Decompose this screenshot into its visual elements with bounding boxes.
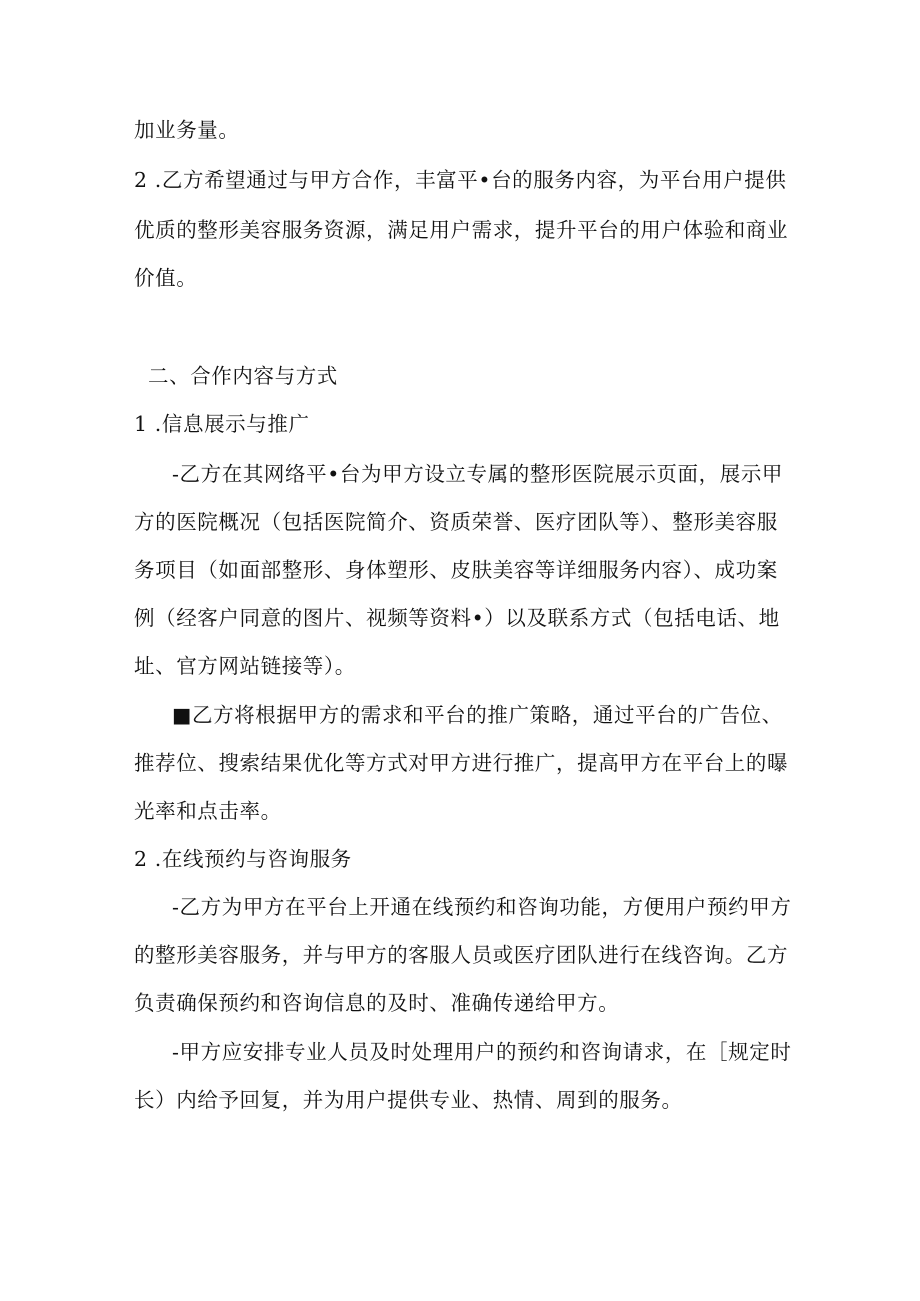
subsection-heading: 2 .在线预约与咨询服务	[134, 847, 352, 871]
bullet-line: -乙方在其网络平•台为甲方设立专属的整形医院展示页面，展示甲	[172, 462, 784, 486]
bullet-line: -甲方应安排专业人员及时处理用户的预约和咨询请求，在［规定时	[172, 1040, 792, 1064]
paragraph-line: 址、官方网站链接等）。	[134, 654, 356, 678]
bullet-line: -乙方为甲方在平台上开通在线预约和咨询功能，方便用户预约甲方	[172, 895, 792, 919]
paragraph-line: 负责确保预约和咨询信息的及时、准确传递给甲方。	[134, 991, 620, 1015]
bullet-line: ■乙方将根据甲方的需求和平台的推广策略，通过平台的广告位、	[172, 703, 783, 727]
paragraph-line: 例（经客户同意的图片、视频等资料•）以及联系方式（包括电话、地	[134, 606, 780, 630]
numbered-item-line: 2 .乙方希望通过与甲方合作，丰富平•台的服务内容，为平台用户提供	[134, 168, 787, 192]
section-heading: 二、合作内容与方式	[148, 364, 338, 388]
subsection-heading: 1 .信息展示与推广	[134, 412, 310, 436]
paragraph-line: 务项目（如面部整形、身体塑形、皮肤美容等详细服务内容）、成功案	[134, 558, 778, 582]
paragraph-line: 长）内给予回复，并为用户提供专业、热情、周到的服务。	[134, 1088, 683, 1112]
paragraph-line: 光率和点击率。	[134, 799, 282, 823]
paragraph-line: 的整形美容服务，并与甲方的客服人员或医疗团队进行在线咨询。乙方	[134, 943, 789, 967]
paragraph-line: 推荐位、搜索结果优化等方式对甲方进行推广，提高甲方在平台上的曝	[134, 751, 789, 775]
paragraph-line: 价值。	[134, 266, 198, 290]
paragraph-line: 方的医院概况（包括医院简介、资质荣誉、医疗团队等）、整形美容服	[134, 510, 778, 534]
paragraph-line: 优质的整形美容服务资源，满足用户需求，提升平台的用户体验和商业	[134, 218, 789, 242]
paragraph-line: 加业务量。	[134, 118, 240, 142]
